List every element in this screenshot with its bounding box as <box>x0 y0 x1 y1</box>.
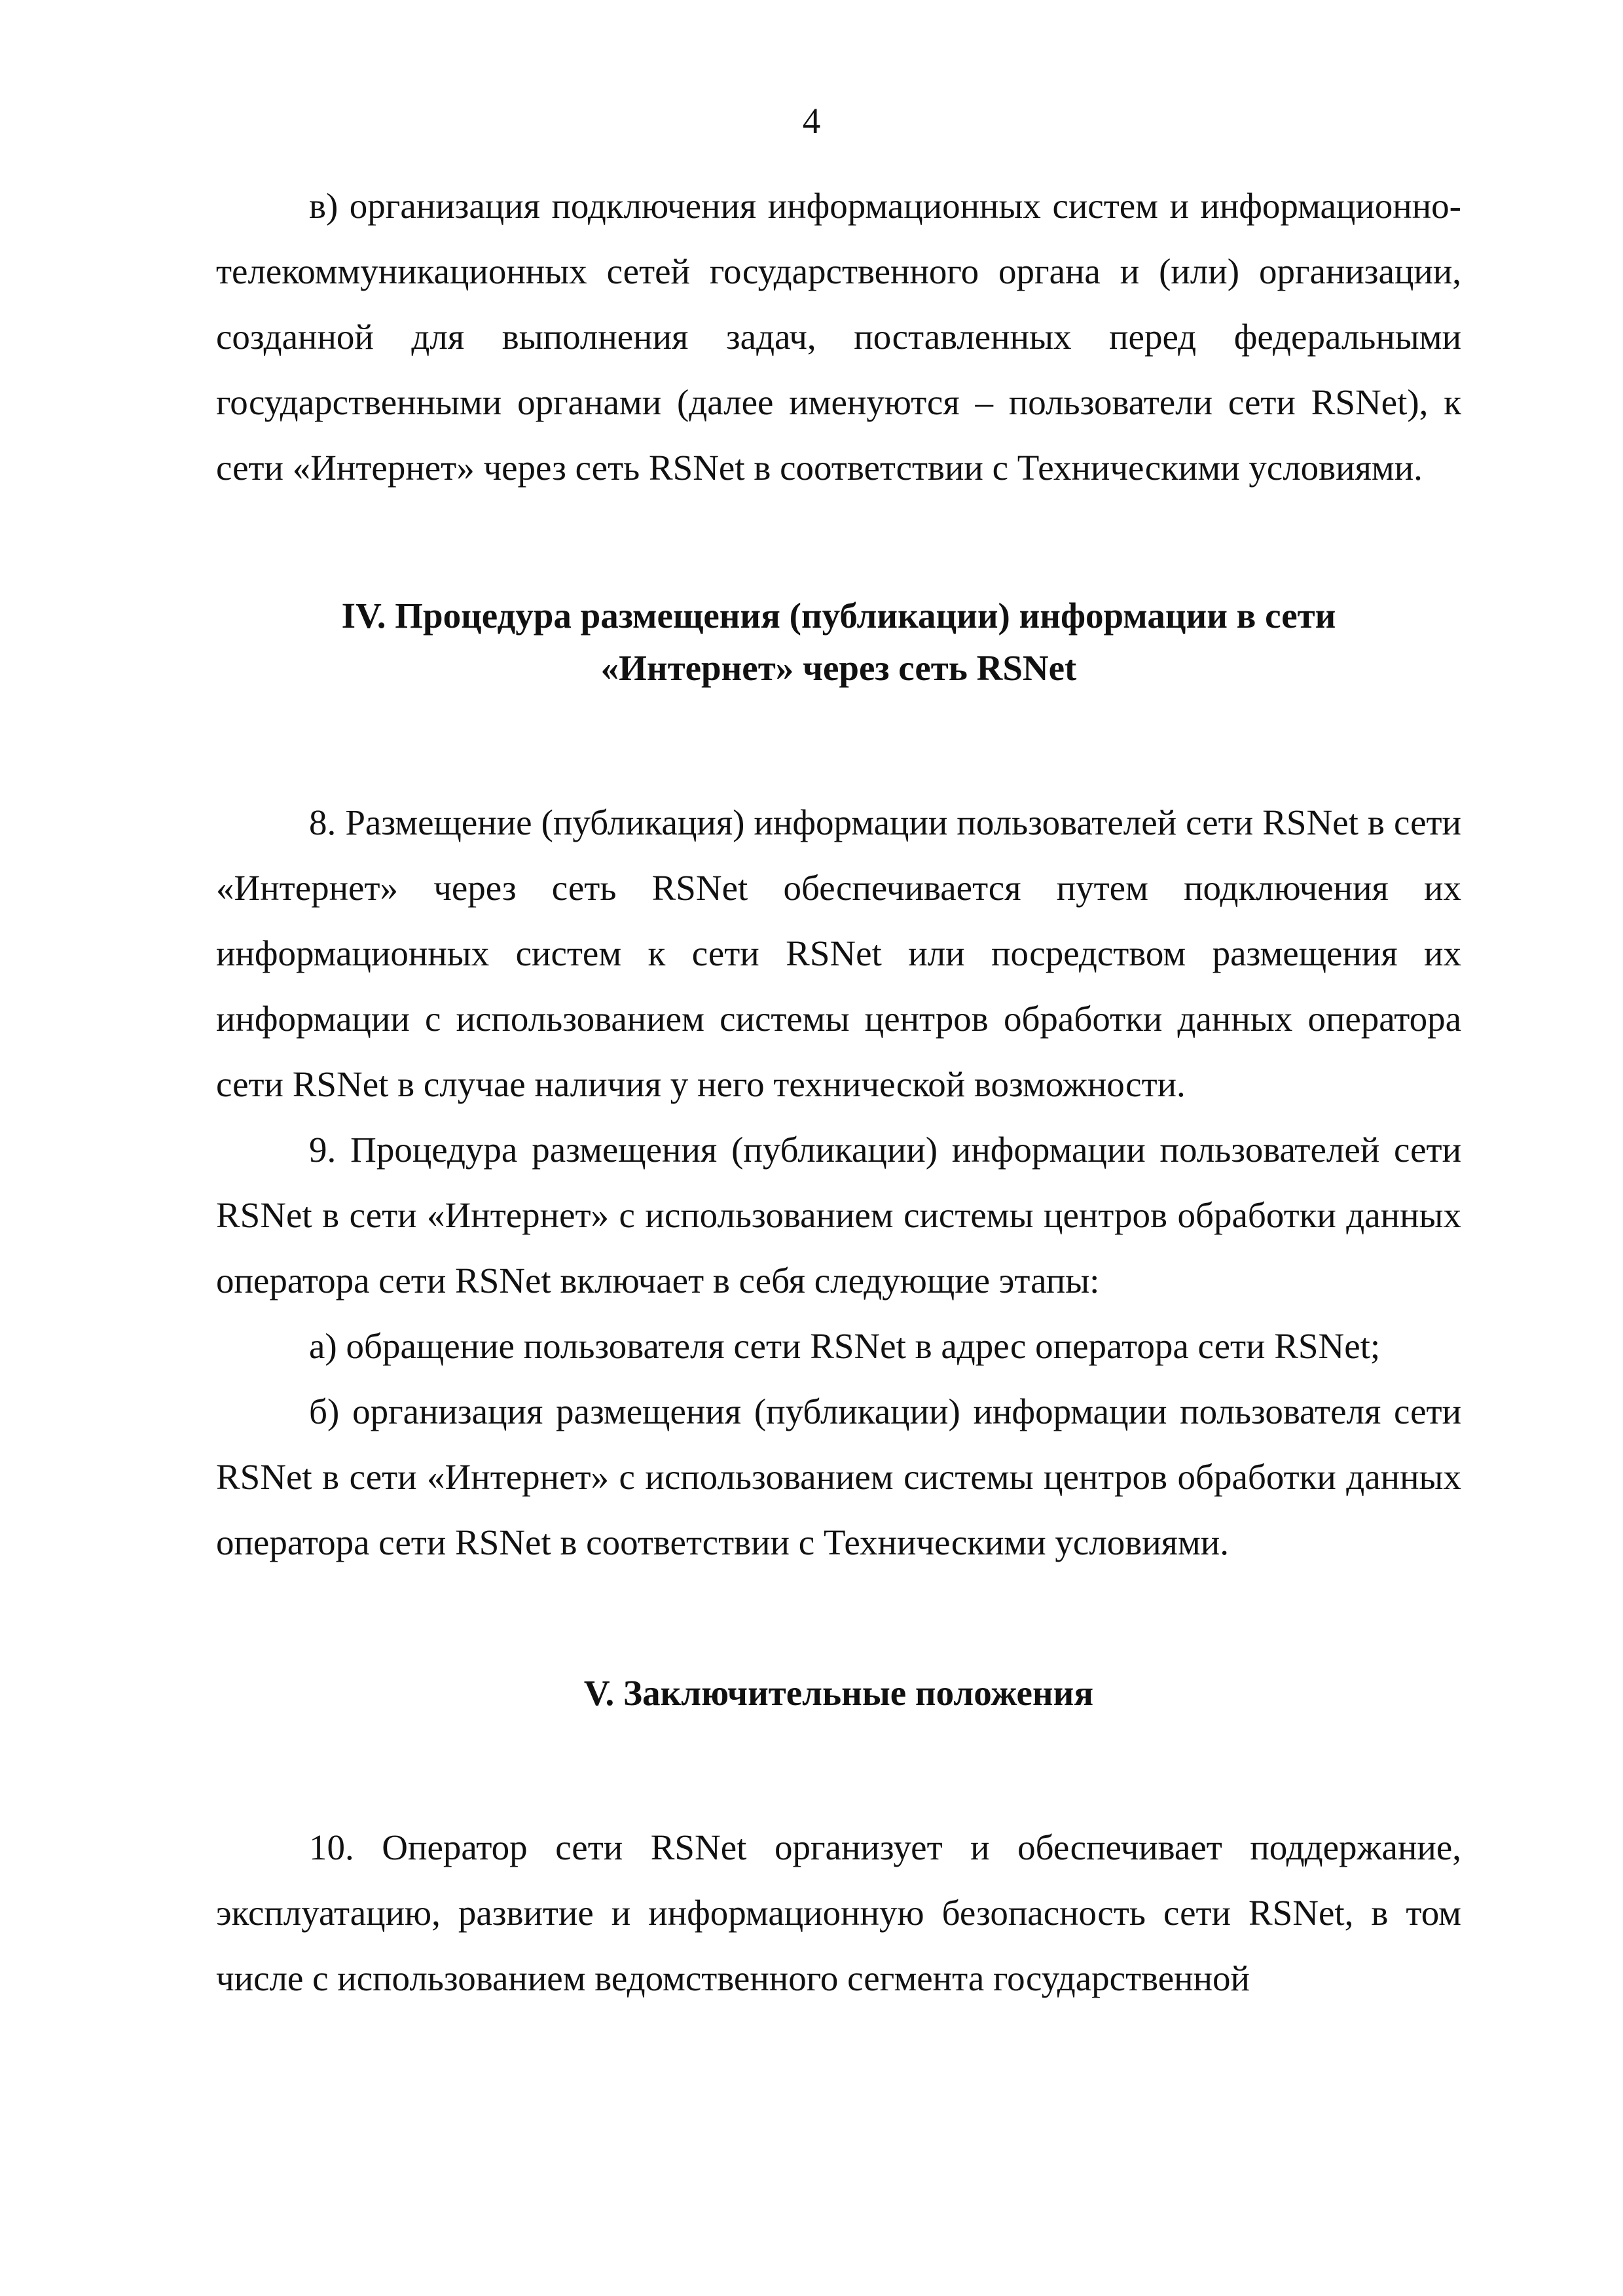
section-v-heading <box>216 1667 1461 1719</box>
paragraph-9: 9. Процедура размещения (публикации) информации пользователей сети RSNet в сети «Интернет» с использованием системы центров обработки данных оператора сети RSNet включает в себя следующие этапы: <box>216 1130 1461 1300</box>
paragraph-9a: а) обращение пользователя сети RSNet в адрес оператора сети RSNet; <box>309 1326 1381 1366</box>
page-number: 4 <box>802 101 821 141</box>
paragraph-8: 8. Размещение (публикация) информации пользователей сети RSNet в сети «Интернет» через сеть RSNet обеспечивается путем подключения их информационных систем к сети RSNet или посредством размещения их информации с использованием системы центров обработки данных оператора сети RSNet в случае наличия у него технической возможности. <box>216 802 1461 1104</box>
paragraph-item-v: в) организация подключения информационных систем и информационно-телекоммуникационных сетей государственного органа и (или) организации, созданной для выполнения задач, поставленных перед федеральными государственными органами (далее именуются – пользователи сети RSNet), к сети «Интернет» через сеть RSNet в соответствии с Техническими условиями. <box>216 186 1461 488</box>
paragraph-10: 10. Оператор сети RSNet организует и обеспечивает поддержание, эксплуатацию, развитие и информационную безопасность сети RSNet, в том числе с использованием ведомственного сегмента государственной <box>216 1827 1461 1998</box>
section-iv-title-line1: IV. Процедура размещения (публикации) информации в сети <box>341 596 1336 636</box>
section-iv-heading <box>216 590 1461 694</box>
section-v-title: V. Заключительные положения <box>583 1673 1094 1713</box>
paragraph-9b: б) организация размещения (публикации) информации пользователя сети RSNet в сети «Интернет» с использованием системы центров обработки данных оператора сети RSNet в соответствии с Техническими условиями. <box>216 1391 1461 1562</box>
section-iv-title-line2: «Интернет» через сеть RSNet <box>600 648 1077 688</box>
document-body <box>216 173 1461 2011</box>
